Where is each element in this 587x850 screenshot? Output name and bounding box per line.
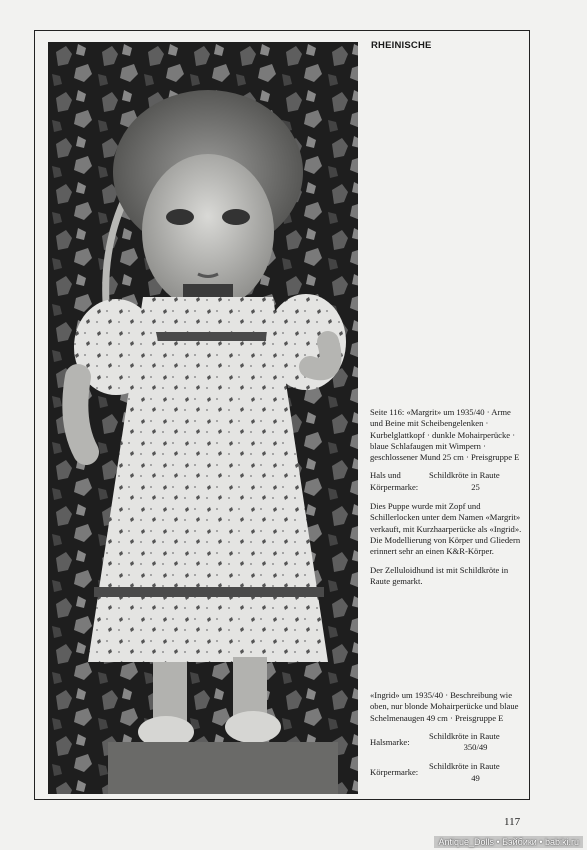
mark-value-sub: 350/49 xyxy=(463,742,488,753)
mark-row xyxy=(370,470,522,481)
doll-photo-illustration xyxy=(48,42,358,794)
mark-value-text: Schildkröte in Raute xyxy=(429,761,500,772)
mark-label: Hals und xyxy=(370,470,401,481)
mark-label: Körpermarke: xyxy=(370,767,419,778)
mark-value-text: Schildkröte in Raute xyxy=(429,470,500,481)
mark-value xyxy=(429,482,522,493)
mark-label: Körpermarke: xyxy=(370,481,419,492)
caption-ingrid xyxy=(370,690,522,784)
description-paragraph: Dies Puppe wurde mit Zopf und Schillerlocken unter dem Namen «Margrit» verkauft, mit Kurzhaarperücke als «Ingrid». Die Modellierung von Körper und Gliedern erinnert sehr an einen K&R-Körper. xyxy=(370,501,522,557)
mark-label: Halsmarke: xyxy=(370,736,410,747)
caption-margrit xyxy=(370,407,522,594)
description-paragraph: Der Zelluloidhund ist mit Schildkröte in Raute gemarkt. xyxy=(370,564,509,586)
mark-value-sub: 25 xyxy=(471,481,480,492)
mark-row xyxy=(370,731,522,754)
mark-value xyxy=(429,761,522,784)
watermark: Antique_Dolls • Бэйбики • babiki.ru xyxy=(434,836,583,848)
mark-value-text: Schildkröte in Raute xyxy=(429,730,500,741)
mark-row xyxy=(370,482,522,493)
mark-value-sub: 49 xyxy=(471,772,480,783)
page-number: 117 xyxy=(504,816,521,828)
caption-text: «Ingrid» um 1935/40 · Beschreibung wie oben, nur blonde Mohairperücke und blaue Schelmenaugen 49 cm · Preisgruppe E xyxy=(370,690,519,723)
mark-value xyxy=(429,731,522,754)
doll-photo xyxy=(48,42,358,794)
chapter-heading: RHEINISCHE xyxy=(371,40,432,51)
mark-value xyxy=(429,470,522,481)
caption-text: Seite 116: «Margrit» um 1935/40 · Arme und Beine mit Scheibengelenken · Kurbelglattkopf · dunkle Mohairperücke · blaue Schlafaugen mit Wimpern · geschlossener Mund 25 cm · Preisgruppe E xyxy=(370,407,520,463)
mark-row xyxy=(370,761,522,784)
